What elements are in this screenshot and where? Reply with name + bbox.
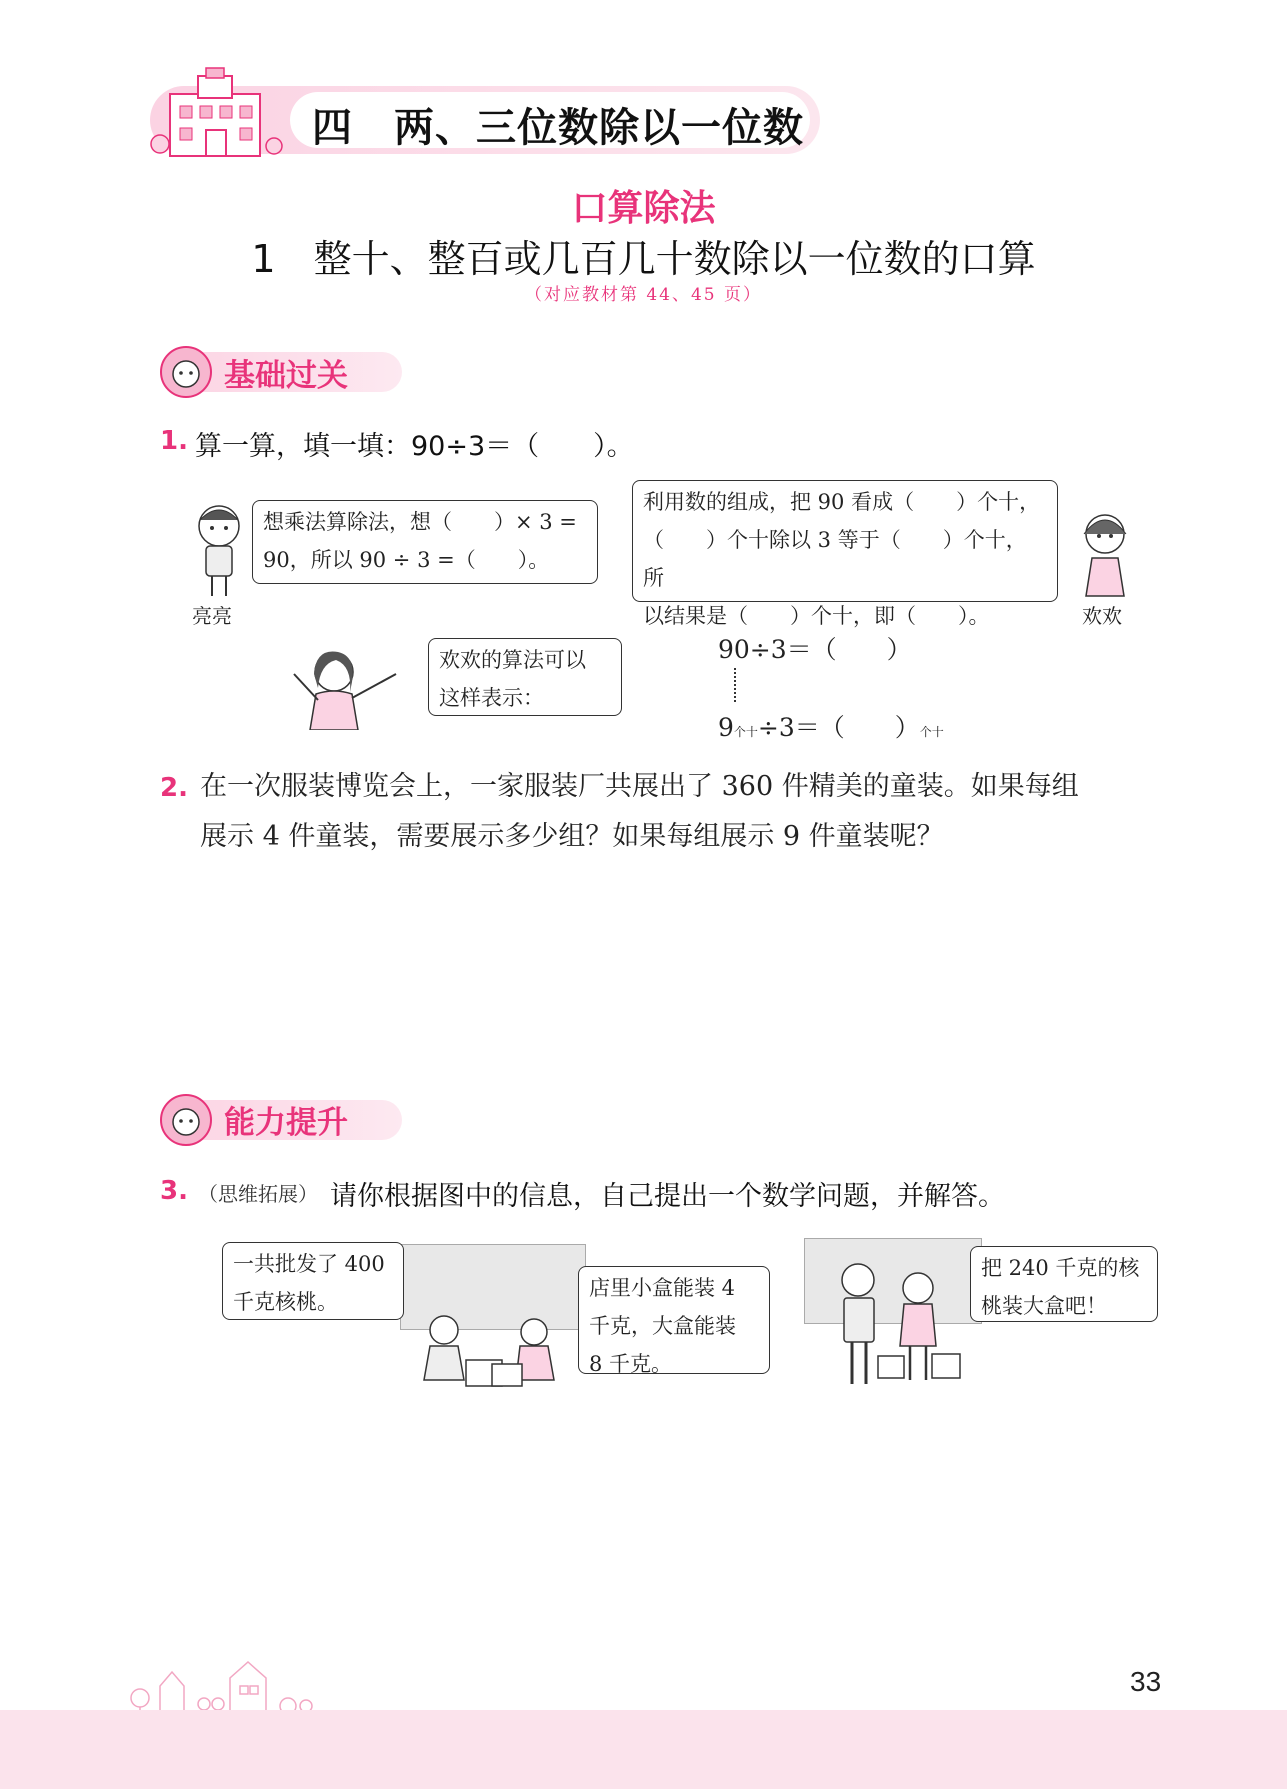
section-title: 口算除法 [571,188,716,229]
lesson-title: 1 整十、整百或几百几十数除以一位数的口算 [251,237,1036,281]
footer-band [0,1710,1287,1789]
bubble-line: 千克，大盒能装 [589,1314,736,1338]
bubble-line: 把 240 千克的核 [981,1256,1140,1280]
bubble-line: （ ）个十除以 3 等于（ ）个十，所 [643,528,1027,590]
equation-line-1: 90÷3＝（ ） [718,635,912,664]
advanced-section-title: 能力提升 [224,1105,348,1141]
q1-text: 算一算，填一填：90÷3＝（ ）。 [195,431,634,462]
speech-bubble-total-walnuts [222,1242,404,1320]
q2-number: 2. [160,773,188,803]
eq-unit-tens: 个十 [733,725,758,739]
q3-number: 3. [160,1176,188,1206]
bubble-line: 以结果是（ ）个十，即（ ）。 [643,604,990,628]
bubble-line: 店里小盒能装 4 [589,1276,736,1300]
bubble-line: 90，所以 90 ÷ 3 =（ ）。 [263,548,550,572]
town-decoration-icon [120,1646,410,1716]
bubble-line: 想乘法算除法，想（ ）× 3 = [263,510,577,534]
equation-line-2 [718,708,944,744]
eq-unit-tens: 个十 [919,725,944,739]
speech-bubble-pack-large-boxes [970,1246,1158,1322]
girl-huanhuan-figure [1074,508,1136,604]
bubble-line: 千克核桃。 [233,1290,338,1314]
basic-section-title: 基础过关 [224,358,348,394]
textbook-reference: （对应教材第 44、45 页） [524,285,763,305]
name-huanhuan: 欢欢 [1082,604,1122,628]
page-number: 33 [1130,1666,1162,1697]
q2-line-1: 在一次服装博览会上，一家服装厂共展出了 360 件精美的童装。如果每组 [200,771,1079,802]
eq-rest: ÷3＝（ ） [757,713,920,742]
speech-bubble-box-capacity [578,1266,770,1374]
children-packing-figure [400,1310,580,1390]
trophy-boy-icon [158,1092,214,1148]
q2-line-2: 展示 4 件童装，需要展示多少组？如果每组展示 9 件童装呢？ [200,821,944,852]
teacher-figure [290,644,400,730]
boy-liangliang-figure [188,500,250,600]
bubble-line: 欢欢的算法可以 [439,648,586,672]
speech-bubble-huanhuan [632,480,1058,628]
girl-head-icon [158,344,214,400]
dotted-connector [734,668,736,702]
shopkeeper-and-girl-figure [820,1258,980,1390]
bubble-line: 这样表示： [439,686,544,710]
bubble-line: 一共批发了 400 [233,1252,385,1276]
q3-text: 请你根据图中的信息，自己提出一个数学问题，并解答。 [330,1181,1005,1212]
speech-bubble-teacher [428,638,622,716]
q3-tag: （思维拓展） [198,1182,318,1206]
q1-number: 1. [160,426,188,456]
bubble-line: 8 千克。 [589,1352,673,1376]
school-building-icon [150,64,290,164]
name-liangliang: 亮亮 [192,604,232,628]
speech-bubble-liangliang [252,500,598,584]
bubble-line: 桃装大盒吧！ [981,1294,1107,1318]
bubble-line: 利用数的组成，把 90 看成（ ）个十， [643,490,1041,514]
chapter-title: 四 两、三位数除以一位数 [312,105,804,151]
eq-digit: 9 [718,713,734,742]
